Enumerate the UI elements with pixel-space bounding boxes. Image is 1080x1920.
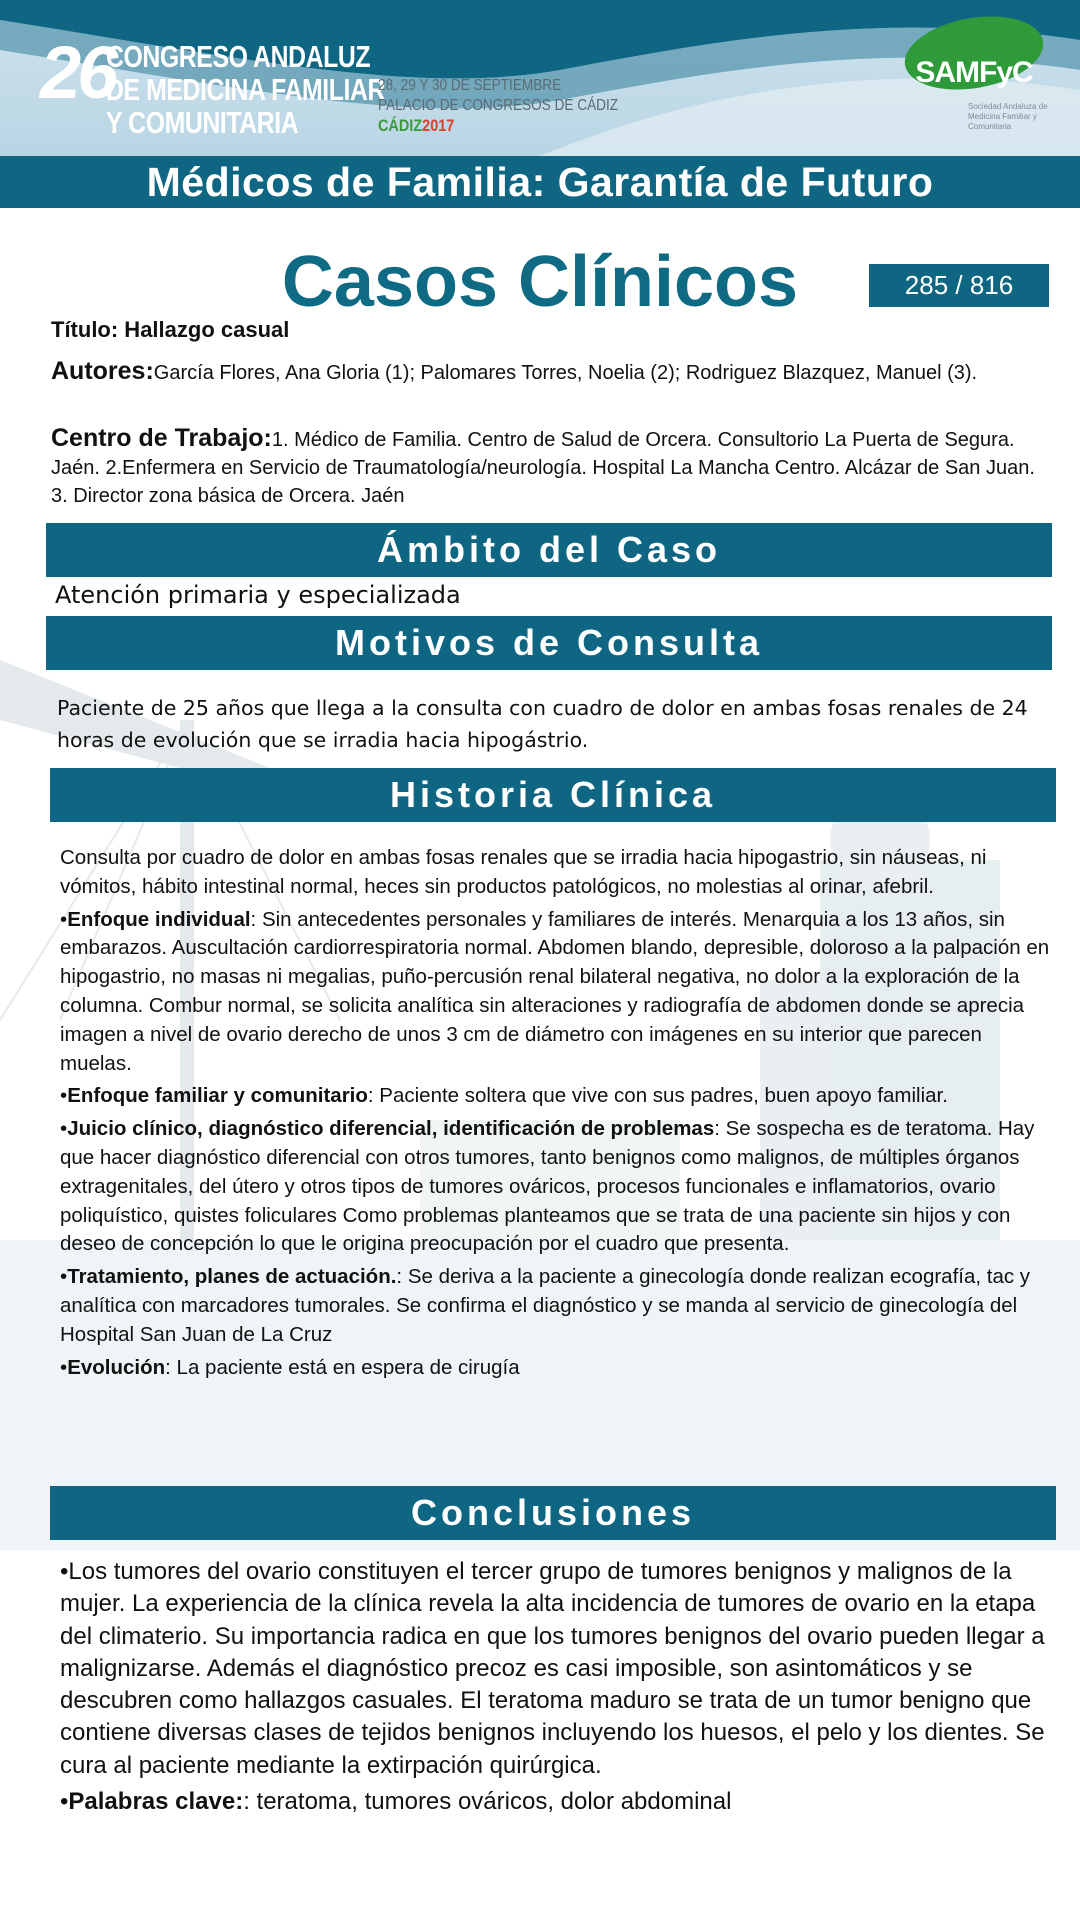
- motivos-text: Paciente de 25 años que llega a la consulta con cuadro de dolor en ambas fosas renales de 24 horas de evolución que se irradia hacia hipogástrio.: [57, 696, 1028, 752]
- case-title: Título: Hallazgo casual: [51, 317, 290, 342]
- workplace-label: Centro de Trabajo:: [51, 424, 272, 452]
- historia-item-text: : La paciente está en espera de cirugía: [165, 1355, 520, 1379]
- ambito-text: Atención primaria y especializada: [55, 581, 461, 609]
- keywords-label: Palabras clave:: [68, 1788, 244, 1816]
- congress-dates: 28, 29 Y 30 DE SEPTIEMBRE: [378, 77, 562, 94]
- congress-title-line: CONGRESO ANDALUZ: [106, 39, 371, 74]
- keywords: •Palabras clave:: teratoma, tumores ováricos, dolor abdominal: [60, 1788, 732, 1816]
- conclusiones-text: •Los tumores del ovario constituyen el tercer grupo de tumores benignos y malignos de la mujer. La experiencia de la clínica revela la alta incidencia de tumores de ovario en la etapa del climaterio. Su importancia radica en que los tumores benignos del ovario pueden llegar a malignizarse. Además el diagnóstico precoz es casi imposible, son asintomáticos y se descubren como hallazgos casuales. El teratoma maduro se trata de un tumor benigno que contiene diversas clases de tejidos benignos incluyendo los huesos, el pelo y los dientes. Se cura al paciente mediante la extirpación quirúrgica.: [60, 1558, 1045, 1779]
- historia-item: •Enfoque familiar y comunitario: Paciente soltera que vive con sus padres, buen apoyo familiar.: [60, 1084, 948, 1108]
- historia-item: •Enfoque individual: Sin antecedentes personales y familiares de interés. Menarquia a los 13 años, sin embarazos. Auscultación cardiorrespiratoria normal. Abdomen blando, depresible, doloroso a la palpación en hipogastrio, no masas ni megalias, puño-percusión renal bilateral negativa, no dolor a la exploración de la columna. Combur normal, se solicita analítica sin alteraciones y radiografía de abdomen donde se aprecia imagen a nivel de ovario derecho de unos 3 cm de diámetro con imágenes en su interior que parecen muelas.: [60, 907, 1050, 1075]
- congress-info: [378, 76, 618, 136]
- page-number-badge: 285 / 816: [869, 264, 1049, 307]
- historia-item-label: Tratamiento, planes de actuación.: [67, 1265, 397, 1289]
- slogan-bar: Médicos de Familia: Garantía de Futuro: [0, 156, 1080, 208]
- historia-item-text: : Se deriva a la paciente a ginecología donde realizan ecografía, tac y analítica con marcadores tumorales. Se confirma el diagnóstico y se manda al servicio de ginecología del Hospital San Juan de La Cruz: [60, 1265, 1031, 1346]
- historia-item-label: Enfoque individual: [67, 907, 251, 931]
- workplace-text: 1. Médico de Familia. Centro de Salud de Orcera. Consultorio La Puerta de Segura. Jaén. 2.Enfermera en Servicio de Traumatología/neurología. Hospital La Mancha Centro. Alcázar de San Juan. 3. Director zona básica de Orcera. Jaén: [51, 429, 1035, 507]
- historia-item-label: Juicio clínico, diagnóstico diferencial, identificación de problemas: [67, 1117, 715, 1141]
- samfyc-logo-subtitle: Sociedad Andaluza de Medicina Familiar y Comunitaria: [968, 102, 1048, 131]
- congress-venue: PALACIO DE CONGRESOS DE CÁDIZ: [378, 97, 619, 114]
- section-header-conclusiones: Conclusiones: [50, 1486, 1056, 1540]
- congress-title-line: DE MEDICINA FAMILIAR: [106, 72, 386, 107]
- conclusiones-body: [60, 1556, 1050, 1822]
- authors-label: Autores:: [51, 357, 154, 385]
- workplace: [51, 424, 1051, 510]
- page-title: Casos Clínicos: [281, 242, 799, 322]
- congress-year: 2017: [422, 116, 455, 135]
- samfyc-logo-text: SAMFyC: [915, 56, 1033, 89]
- congress-number: 26: [40, 31, 115, 114]
- authors-text: García Flores, Ana Gloria (1); Palomares Torres, Noelia (2); Rodriguez Blazquez, Manuel (3).: [153, 362, 978, 384]
- historia-item-text: : Se sospecha es de teratoma. Hay que hacer diagnóstico diferencial con otros tumores, tanto benignos como malignos, de múltiples órganos extragenitales, del útero y otros tipos de tumores ováricos, procesos funcionales e inflamatorios, ovario poliquístico, quistes foliculares Como problemas planteamos que se trata de una paciente sin hijos y con deseo de concepción lo que le origina preocupación por el cuadro que presenta.: [60, 1117, 1035, 1256]
- historia-body: [60, 844, 1050, 1386]
- congress-header: [0, 0, 1080, 156]
- congress-city: [378, 116, 618, 136]
- historia-item-text: : Sin antecedentes personales y familiares de interés. Menarquia a los 13 años, sin embarazos. Auscultación cardiorrespiratoria normal. Abdomen blando, depresible, doloroso a la palpación en hipogastrio, no masas ni megalias, puño-percusión renal bilateral negativa, no dolor a la exploración de la columna. Combur normal, se solicita analítica sin alteraciones y radiografía de abdomen donde se aprecia imagen a nivel de ovario derecho de unos 3 cm de diámetro con imágenes en su interior que parecen muelas.: [60, 907, 1050, 1075]
- section-header-ambito: Ámbito del Caso: [46, 523, 1052, 577]
- authors: [51, 356, 1051, 388]
- congress-title: [106, 40, 385, 139]
- congress-city-name: CÁDIZ: [378, 116, 423, 135]
- historia-item: •Evolución: La paciente está en espera de cirugía: [60, 1355, 520, 1379]
- historia-item-label: Enfoque familiar y comunitario: [67, 1084, 368, 1108]
- section-header-historia: Historia Clínica: [50, 768, 1056, 822]
- congress-title-line: Y COMUNITARIA: [106, 105, 299, 140]
- historia-item-label: Evolución: [67, 1355, 166, 1379]
- historia-item: •Juicio clínico, diagnóstico diferencial, identificación de problemas: Se sospecha es de teratoma. Hay que hacer diagnóstico diferencial con otros tumores, tanto benignos como malignos, de múltiples órganos extragenitales, del útero y otros tipos de tumores ováricos, procesos funcionales e inflamatorios, ovario poliquístico, quistes foliculares Como problemas planteamos que se trata de una paciente sin hijos y con deseo de concepción lo que le origina preocupación por el cuadro que presenta.: [60, 1117, 1035, 1256]
- section-header-motivos: Motivos de Consulta: [46, 616, 1052, 670]
- historia-intro: Consulta por cuadro de dolor en ambas fosas renales que se irradia hacia hipogastrio, sin náuseas, ni vómitos, hábito intestinal normal, heces sin productos patológicos, no molestias al orinar, afebril.: [60, 846, 987, 898]
- historia-item-text: : Paciente soltera que vive con sus padres, buen apoyo familiar.: [367, 1084, 948, 1108]
- keywords-text: : teratoma, tumores ováricos, dolor abdominal: [243, 1788, 732, 1816]
- historia-item: •Tratamiento, planes de actuación.: Se deriva a la paciente a ginecología donde realizan ecografía, tac y analítica con marcadores tumorales. Se confirma el diagnóstico y se manda al servicio de ginecología del Hospital San Juan de La Cruz: [60, 1265, 1031, 1346]
